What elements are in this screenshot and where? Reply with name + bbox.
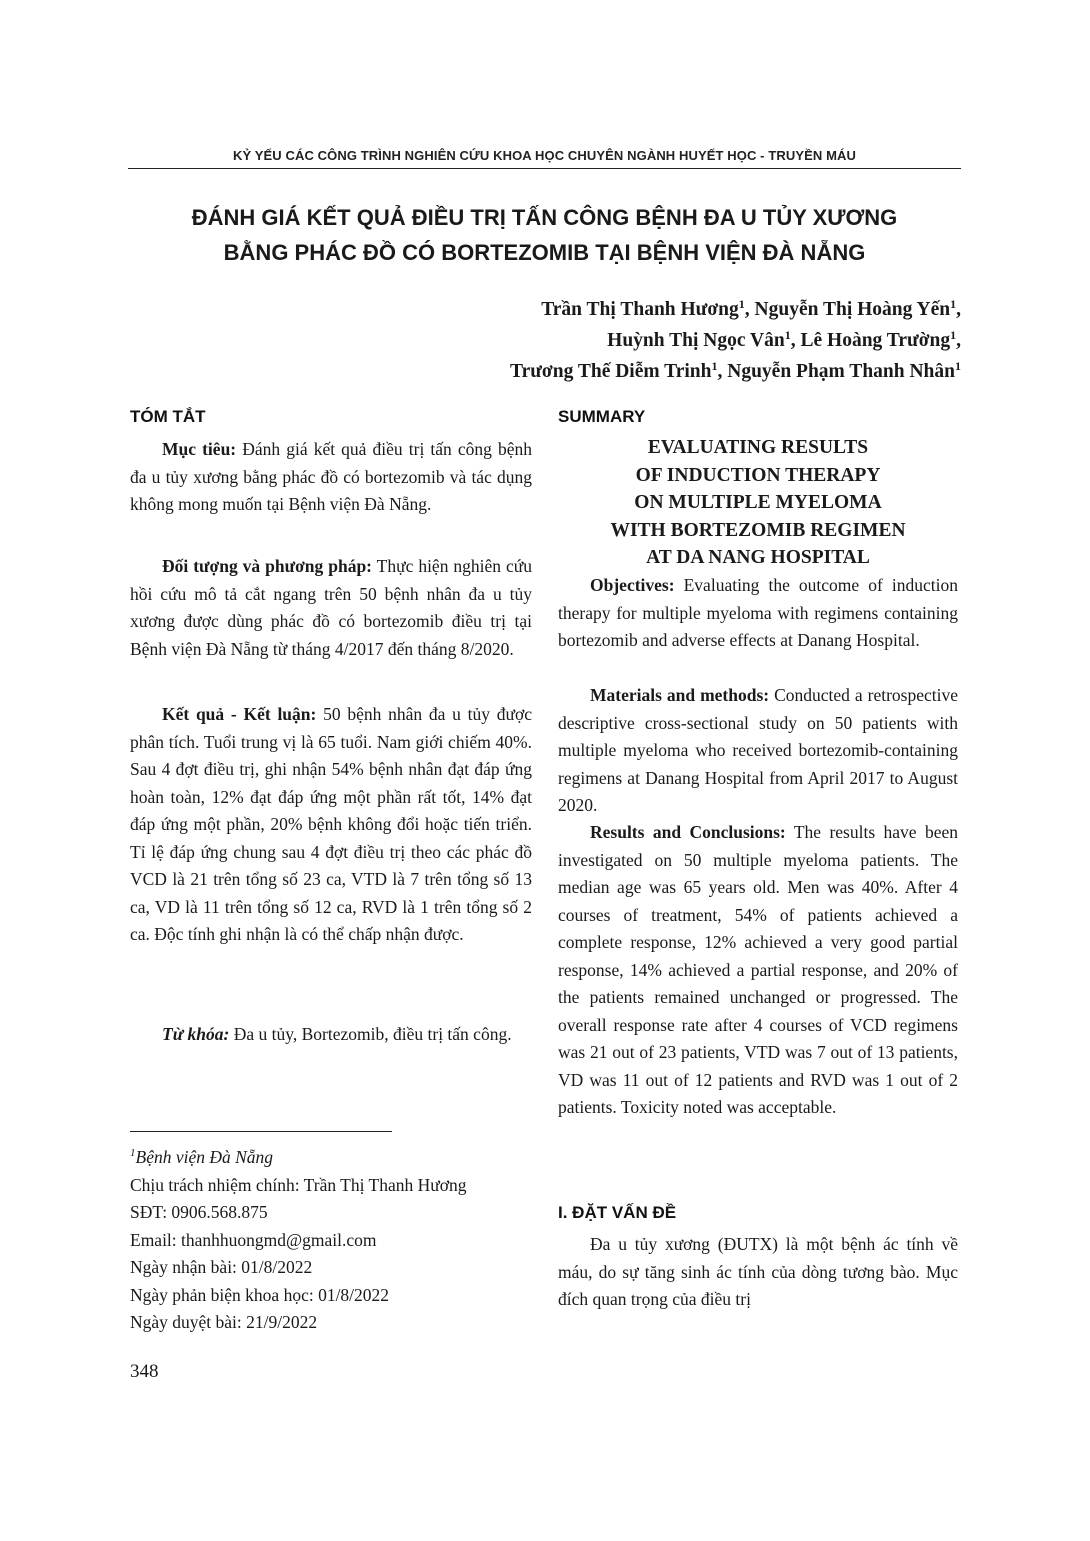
author-sep: , [956, 330, 961, 351]
abstract-methods [130, 553, 532, 663]
summary-objectives [558, 572, 958, 655]
author-sep: , [744, 299, 755, 320]
summary-title-line: ON MULTIPLE MYELOMA [634, 492, 882, 513]
abstract-results [130, 701, 532, 949]
author-sup: 1 [784, 328, 791, 342]
footnote-sup: 1 [130, 1147, 136, 1159]
paragraph-text: Evaluating the outcome of induction therapy for multiple myeloma with regimens containing bortezomib and adverse effects at Danang Hospital. [558, 575, 958, 650]
paragraph-text: The results have been investigated on 50 multiple myeloma patients. The median age was 65 years old. Men was 40%. After 4 courses of treatment, 54% of patients achieved a complete response, 12% achieved a very good partial response, 14% achieved a partial response, and 20% of the patients remained unchanged or progressed. The overall response rate after 4 courses of VCD regimens was 21 out of 23 patients, VTD was 7 out of 13 patients, VD was 11 out of 12 patients and RVD was 1 out of 2 patients. Toxicity noted was acceptable. [558, 822, 958, 1117]
paragraph-label: Objectives: [590, 575, 675, 595]
abstract-keywords [130, 1021, 532, 1049]
author-sup: 1 [955, 359, 961, 373]
author-name: Nguyễn Phạm Thanh Nhân [727, 361, 955, 382]
author-sup: 1 [738, 297, 745, 311]
paragraph-label: Materials and methods: [590, 685, 770, 705]
abstract-heading: TÓM TẮT [130, 407, 206, 426]
intro-paragraph: Đa u tủy xương (ĐUTX) là một bệnh ác tính về máu, do sự tăng sinh ác tính của dòng tương bào. Mục đích quan trọng của điều trị [558, 1234, 958, 1309]
footnote-responsible: Chịu trách nhiệm chính: Trần Thị Thanh Hương [130, 1174, 467, 1195]
paragraph-text: 50 bệnh nhân đa u tủy được phân tích. Tuổi trung vị là 65 tuổi. Nam giới chiếm 40%. Sau 4 đợt điều trị, ghi nhận 54% bệnh nhân đạt đáp ứng hoàn toàn, 12% đạt đáp ứng một phần rất tốt, 14% đạt đáp ứng một phần, 20% bệnh không đổi hoặc tiến triển. Tỉ lệ đáp ứng chung sau 4 đợt điều trị theo các phác đồ VCD là 21 trên tổng số 23 ca, VTD là 7 trên tổng số 13 ca, VD là 11 trên tổng số 12 ca, RVD là 1 trên tổng số 2 ca. Độc tính ghi nhận là có thể chấp nhận được. [130, 704, 532, 944]
author-sep: , [790, 330, 801, 351]
summary-title-line: EVALUATING RESULTS [647, 437, 869, 458]
author-name: Nguyễn Thị Hoàng Yến [754, 299, 951, 320]
paragraph-text: Đánh giá kết quả điều trị tấn công bệnh đa u tủy xương bằng phác đồ có bortezomib và tác dụng không mong muốn tại Bệnh viện Đà Nẵng. [130, 439, 532, 514]
summary-methods [558, 682, 958, 820]
paragraph-label: Từ khóa: [162, 1024, 230, 1044]
paragraph-text: Thực hiện nghiên cứu hồi cứu mô tả cắt ngang trên 50 bệnh nhân đa u tủy xương được dùng phác đồ có bortezomib điều trị tại Bệnh viện Đà Nẵng từ tháng 4/2017 đến tháng 8/2020. [130, 556, 532, 659]
paragraph-label: Kết quả - Kết luận: [162, 704, 317, 724]
summary-results [558, 819, 958, 1122]
paragraph-text: Conducted a retrospective descriptive cross-sectional study on 50 patients with multiple myeloma who received bortezomib-containing regimens at Danang Hospital from April 2017 to August 2020. [558, 685, 958, 815]
article-title-line-1: ĐÁNH GIÁ KẾT QUẢ ĐIỀU TRỊ TẤN CÔNG BỆNH ĐA U TỦY XƯƠNG [191, 205, 898, 230]
author-line-1 [510, 294, 961, 325]
article-title [128, 200, 961, 270]
summary-title-line: WITH BORTEZOMIB REGIMEN [610, 519, 906, 541]
footnote-rule [130, 1131, 392, 1132]
summary-title-line: AT DA NANG HOSPITAL [646, 547, 870, 568]
paragraph-label: Đối tượng và phương pháp: [162, 556, 373, 576]
paragraph-label: Mục tiêu: [162, 439, 237, 459]
page-number: 348 [130, 1361, 159, 1382]
paragraph-label: Results and Conclusions: [590, 822, 786, 842]
footnote-received: Ngày nhận bài: 01/8/2022 [130, 1257, 313, 1277]
intro-heading: I. ĐẶT VẤN ĐỀ [558, 1203, 677, 1222]
summary-title-line: OF INDUCTION THERAPY [635, 464, 881, 486]
footnote-affiliation [130, 1144, 466, 1172]
author-name: Trương Thế Diễm Trinh [510, 361, 712, 382]
running-header: KỶ YẾU CÁC CÔNG TRÌNH NGHIÊN CỨU KHOA HỌC CHUYÊN NGÀNH HUYẾT HỌC - TRUYỀN MÁU [232, 148, 856, 163]
author-sup: 1 [950, 297, 957, 311]
author-name: Trần Thị Thanh Hương [541, 299, 739, 320]
abstract-objectives [130, 436, 532, 519]
paragraph-text: Đa u tủy, Bortezomib, điều trị tấn công. [229, 1024, 512, 1044]
author-sep: , [717, 361, 728, 382]
footnote-approved: Ngày duyệt bài: 21/9/2022 [130, 1312, 318, 1332]
header-rule [128, 168, 961, 169]
footnote-email: Email: thanhhuongmd@gmail.com [130, 1229, 377, 1250]
author-line-2 [510, 325, 961, 356]
footnotes [130, 1144, 466, 1337]
summary-heading: SUMMARY [558, 407, 646, 426]
footnote-reviewed: Ngày phản biện khoa học: 01/8/2022 [130, 1284, 390, 1305]
summary-title [558, 434, 958, 572]
author-name: Lê Hoàng Trường [800, 330, 951, 351]
author-name: Huỳnh Thị Ngọc Vân [607, 330, 785, 351]
author-sep: , [956, 299, 961, 320]
author-sup: 1 [711, 359, 718, 373]
author-list [510, 294, 961, 387]
footnote-phone: SĐT: 0906.568.875 [130, 1202, 268, 1222]
author-sup: 1 [950, 328, 957, 342]
article-title-line-2: BẰNG PHÁC ĐỒ CÓ BORTEZOMIB TẠI BỆNH VIỆN ĐÀ NẴNG [223, 240, 866, 265]
affiliation-text: Bệnh viện Đà Nẵng [135, 1147, 274, 1167]
author-line-3 [510, 356, 961, 387]
